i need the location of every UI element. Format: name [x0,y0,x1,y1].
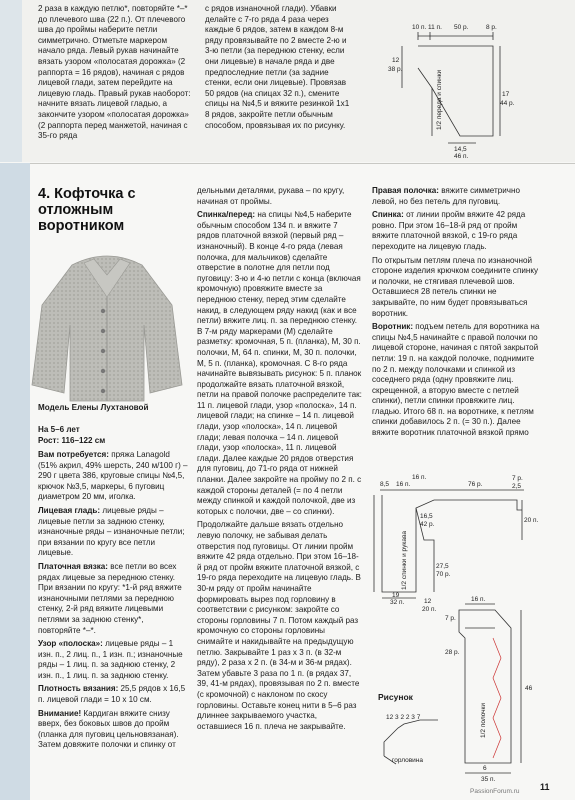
body-label-85: 8,5 [380,481,390,488]
article-title: 4. Кофточка с отложным воротником [38,186,136,234]
col2-intro: дельными деталями, рукава – по кругу, начиная от проймы. [197,186,345,206]
garter-paragraph [38,562,188,636]
stockinette-label: Лицевая гладь: [38,505,101,515]
page-number: 11 [540,782,550,792]
top-text-col2 [205,4,355,134]
stripe-paragraph [38,639,188,681]
materials-label: Вам потребуется: [38,450,109,459]
materials-text: пряжа Lanagold (51% акрил, 49% шерсть, 240 м/100 г) – 290 г цвета 386, круговые спицы №4,5, крючок №3,5, маркеры, 6 пуговиц диаметром 20 мм, иголка. [38,450,188,502]
body-label-76: 76 р. [468,481,483,488]
shoulder-paragraph: По открытым петлям плеча по изнаночной стороне изделия крючком соедините спинку и полочки, не стягивая плечевой шов. Оставшиеся 28 петель спинки не закрывайте, по ним будет провязываться воротник. [372,255,539,318]
right-front-paragraph [372,186,540,207]
neck-label: горловина [392,757,424,764]
garter-text: все петли во всех рядах лицевые за переднюю стенку. При вязании по кругу: *1-й ряд вяжите изнаночными петлями за переднюю стенку, 2-й ряд вяжите лицевыми петлями за заднюю стенку*, повторяйте *–*. [38,561,182,635]
body-label-20: 20 п. [524,517,539,524]
top-paragraph-2: с рядов изнаночной глади). Убавки делайте с 7-го ряда 4 раза через каждые 6 рядов, затем в каждом 8-м ряду провязывайте по 2 вместе 2-ю и 3-ю петли (за переднюю стенку, если они лицевые) в начале ряда и две предпоследние петли (за задние стенки, если они лицевые). Провязав 50 рядов (на спицах 32 п.), смените спицы на №4,5 и вяжите резинкой 1х1 8 рядов, закройте петли обычным способом, провязывая их по рисунку. [205,4,350,130]
collar-paragraph [372,322,540,439]
sleeve-label-50: 50 р. [454,24,469,31]
front-label-6: 6 [483,765,487,772]
front-label-35: 35 п. [481,776,496,783]
front-label-16: 16 п. [471,596,486,603]
section-divider [0,163,575,164]
top-paragraph-1: 2 раза в каждую петлю*, повторяйте *–* до плечевого шва (22 п.). От плечевого шва до проймы наберите петли симметрично. Отметьте маркером начало ряда. Левый рукав начинайте вязать узором «полосатая дорожка» (2 раппорта = 16 рядов), начиная с рядов лицевой глади, затем перейдите на лицевую гладь. Правый рукав наоборот: начните вязать лицевой гладью, а закончите узором «полосатая дорожка» (2 раппорта перед манжетой, начиная с 35-го ряда [38,4,191,141]
density-text: 25,5 рядов x 16,5 п. лицевой глади = 10 х 10 см. [38,684,186,705]
front-label-half: 1/2 полочки [480,702,487,738]
body-label-42: 42 р. [420,521,435,528]
sleeve-bottom-labels [372,595,452,615]
body-label-25: 2,5 [512,483,522,490]
sleeve-diagram [388,18,515,160]
back-text: от линии пройм вяжите 42 ряда ровно. При этом 16–18-й ряд от пройм вяжите платочной вязкой, с 19-го ряда переходите на лицевую гладь. [372,210,526,251]
size-height: Рост: 116–122 см [38,435,106,445]
side-strip-top [0,0,22,162]
sleeve-label-12: 12 [392,57,400,64]
body-label-275: 27,5 [436,563,449,570]
back-front-paragraph [197,210,362,517]
sleeve-label-half: 1/2 переда и спинки [436,69,443,130]
note-text: Кардиган вяжите снизу вверх, без боковых швов до пройм (планка для пуговиц цельновязаная). Затем довяжите полочки и спинку от [38,708,179,750]
front-label-46: 46 [525,685,533,692]
body-diagram [372,474,547,606]
column-2 [197,186,362,735]
collar-text: подъем петель для воротника на спицы №4,5 начинайте с правой полочки по лицевой стороне, начиная с пятой закрытой петли: 19 п. на каждой полочке, поднимите по 2 п. между полочками и спинкой из соседнего ряда (одну провяжите лиц. скрещенной, а вторую вместе с петлей спинки), петли спинки провяжите лиц. гладью. Итого 68 п. на воротнике, к петлям спинки добавилось 2 п. (= 30 п.). Далее вяжите воротник платочной вязкой прямо [372,322,540,438]
sleeve-label-145: 14,5 [454,146,467,153]
back-front-text: на спицы №4,5 наберите обычным способом 134 п. и вяжите 7 рядов платочной вязкой (первый ряд – изнаночный). В конце 4-го ряда (левая полочка, для мальчиков) сделайте отверстие в полотне для петли под пуговицу: 3-ю и 4-ю петли с конца (включая кромочную) провяжите вместе за переднюю стенку, перед этим сделайте накид, в следующем ряду накид (как и все петли) вяжите лиц. п. за переднюю стенку. В 7-м ряду маркерами (М) сделайте разметку: кромочная, 5 п. (планка), М, 30 п. полочки, М, 64 п. спинки, М, 30 п. полочки, М, 5 п. (планка), кромочная. С 8-го ряда начинайте вывязывать рисунок: 5 п. планок продолжайте вязать платочной вязкой, петли на правой полочке распределите так: 11 п. лицевой глади, узор «полоска», 14 п. лицевой глади; на спинке – 14 п. лицевой глади, узор «полоска», 14 п. лицевой глади; левая полочка – 14 п. лицевой глади, узор «полоска», 11 п. лицевой глади. Далее каждые 20 рядов отверстия для пуговиц, до 71-го ряда от нижней планки. Далее закройте на пройму по 2 п. с каждой стороны деталей (= по 4 петли между спинкой и каждой полочкой, две из которых с полочки, две – со спинки). [197,210,362,516]
note-paragraph [38,709,188,751]
back-front-label: Спинка/перед: [197,210,256,220]
size-info [38,425,105,446]
sleeve-label-46: 46 п. [454,153,469,160]
garter-label: Платочная вязка: [38,561,108,571]
density-label: Плотность вязания: [38,684,119,694]
figure-title: Рисунок [378,692,413,702]
body-label-7: 7 р. [512,475,523,482]
sleeve-label-38: 38 р. [388,66,403,73]
note-label: Внимание! [38,708,82,718]
sleeve-label-17: 17 [502,91,510,98]
top-text-col1 [38,4,193,145]
neck-diagram [376,706,446,766]
sleeve-label-44: 44 р. [500,100,515,107]
materials-paragraph [38,450,188,503]
front-label-7: 7 р. [445,615,456,622]
stockinette-text: лицевые ряды – лицевые петли за заднюю стенку, изнаночные ряды – изнаночные петли; при вязании по кругу все петли лицевые. [38,505,185,558]
front-label-28: 28 р. [445,649,460,656]
stripe-text: лицевые ряды – 1 изн. п., 2 лиц. п., 1 изн. п.; изнаночные ряды – 1 лиц. п. за заднюю стенку, 2 изн. п., 1 лиц. п. за заднюю стенку. [38,639,183,680]
right-front-label: Правая полочка: [372,186,439,195]
column-1 [38,450,188,754]
body-label-165: 16,5 [420,513,433,520]
model-author: Модель Елены Лухтановой [38,403,149,412]
stockinette-paragraph [38,506,188,559]
body-label-half: 1/2 спинки и рукава [401,531,408,590]
body-label-16b: 16 п. [412,474,427,481]
sleeve-label-8: 8 р. [486,24,497,31]
side-strip [0,163,30,800]
body-label-19: 19 [392,592,400,599]
back-paragraph [372,210,540,252]
density-paragraph [38,684,188,705]
right-front-text: вяжите симметрично левой, но без петель для пуговиц. [372,186,520,206]
size-age: На 5–6 лет [38,425,80,434]
body-label-16a: 16 п. [396,481,411,488]
sleeve-label-11: 11 п. [428,24,442,31]
body-label-70: 70 р. [436,571,451,578]
site-watermark: PassionForum.ru [470,788,520,795]
sleeve-label-20b: 20 п. [422,606,437,613]
svg-text:12 3 2 2 3 7: 12 3 2 2 3 7 [386,714,421,721]
left-front-paragraph: Продолжайте дальше вязать отдельно левую полочку, не забывая делать отверстия под пуговицы. От линии пройм вяжите 42 ряда отдельно. При этом 16–18-й ряд от пройм вяжите платочной вязкой, с 19-го ряда переходите на лицевую гладь. В 30-м ряду от пройм начинайте формировать вырез под горловину в соответствии с рисунком: закройте со стороны горловины 7 п. Потом каждый раз кромочную со стороны горловины снимайте и накидывайте на предыдущую петлю. Закрывайте 1 раз х 3 п. (в 32-м ряду), 2 раза х 2 п. (в 34-м и 36-м рядах). Затем убавьте 3 раза по 1 п. (в рядах 37, 39, 41-м рядах), провязывая по 2 п. вместе (с кромочной) с наклоном по скосу горловины. Оставьте конец нити в 5–6 раз длиннее закрываемого участка, оставшиеся 16 п. плеча не закрывайте. [197,520,361,731]
sleeve-label-12b: 12 [424,598,432,605]
column-3 [372,186,540,442]
body-label-32: 32 п. [390,599,405,606]
back-label: Спинка: [372,210,404,220]
sleeve-label-10: 10 п. [412,24,427,31]
front-diagram [445,598,545,783]
model-photo [32,245,182,403]
collar-label: Воротник: [372,322,414,332]
stripe-label: Узор «полоска»: [38,639,103,649]
